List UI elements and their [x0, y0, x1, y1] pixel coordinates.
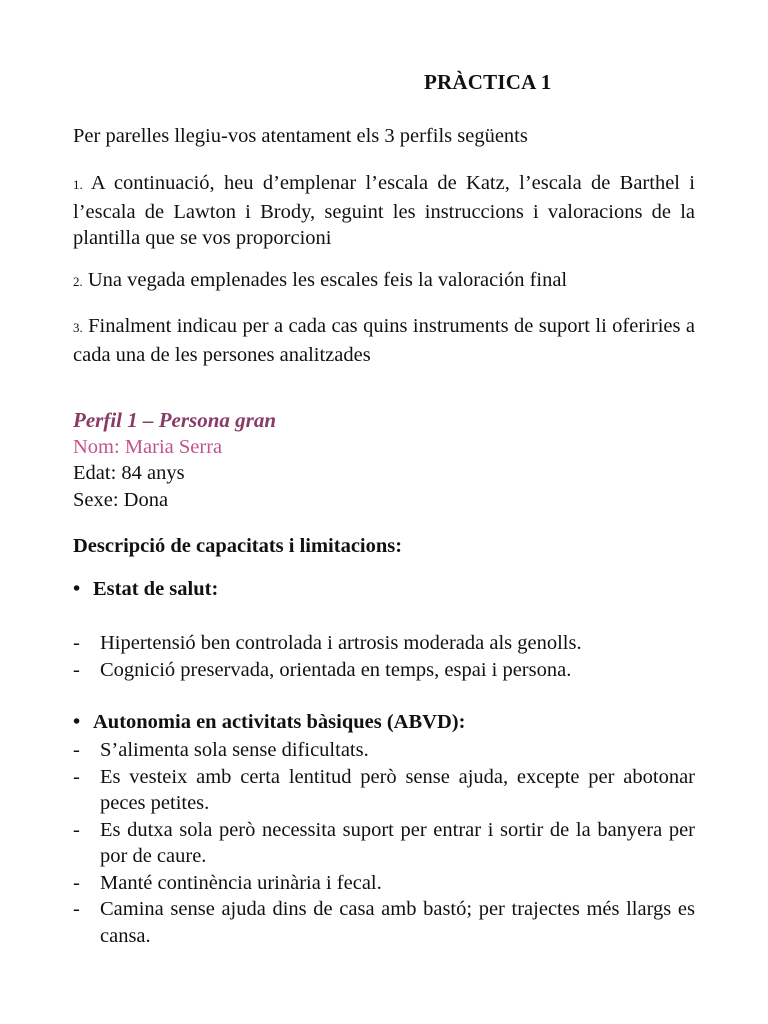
step-3: [73, 313, 695, 368]
list-item: - Manté continència urinària i fecal.: [73, 870, 695, 897]
step-2: [73, 267, 695, 296]
intro-text: Per parelles llegiu-vos atentament els 3 perfils següents: [73, 125, 528, 147]
profile-name: Nom: Maria Serra: [73, 435, 223, 458]
dash-icon: -: [73, 658, 80, 681]
dash-icon: -: [73, 739, 80, 761]
list-item: - Hipertensió ben controlada i artrosis moderada als genolls.: [73, 630, 695, 657]
dash-icon: -: [73, 632, 80, 654]
dash-icon: -: [73, 765, 80, 788]
bullet-icon: •: [73, 578, 81, 600]
dash-icon: -: [73, 818, 80, 841]
health-heading-text: Estat de salut:: [93, 578, 219, 600]
health-list: [73, 630, 695, 683]
step-text: A continuació, heu d’emplenar l’escala de Katz, l’escala de Barthel i l’escala de Lawton i Brody, seguint les instruccions i valoracions de la plantilla que se vos proporcioni: [73, 172, 695, 249]
bullet-icon: •: [73, 711, 81, 733]
step-number: 1.: [73, 177, 83, 192]
profile-sex: Sexe: Dona: [73, 488, 169, 511]
abvd-list: [73, 737, 695, 949]
list-item: - S’alimenta sola sense dificultats.: [73, 737, 695, 764]
step-number: 3.: [73, 320, 83, 335]
step-number: 2.: [73, 274, 83, 289]
list-item: - Cognició preservada, orientada en temps, espai i persona.: [73, 657, 695, 684]
page-title: PRÀCTICA 1: [424, 70, 552, 94]
abvd-heading-text: Autonomia en activitats bàsiques (ABVD):: [93, 711, 466, 733]
list-item: - Es dutxa sola però necessita suport per entrar i sortir de la banyera per por de caure.: [73, 818, 695, 867]
profile-block: [73, 407, 695, 513]
abvd-heading: [73, 711, 465, 734]
dash-icon: -: [73, 871, 80, 894]
health-heading: [73, 578, 218, 601]
profile-title: Perfil 1 – Persona gran: [73, 408, 277, 432]
profile-age: Edat: 84 anys: [73, 462, 185, 484]
list-item: - Camina sense ajuda dins de casa amb bastó; per trajectes més llargs es cansa.: [73, 898, 695, 947]
dash-icon: -: [73, 898, 80, 920]
step-text: Una vegada emplenades les escales feis la valoración final: [82, 269, 568, 291]
step-text: Finalment indicau per a cada cas quins instruments de suport li oferiries a cada una de les persones analitzades: [73, 315, 695, 366]
description-heading: Descripció de capacitats i limitacions:: [73, 535, 403, 557]
list-item: - Es vesteix amb certa lentitud però sense ajuda, excepte per abotonar peces petites.: [73, 765, 695, 814]
step-1: [73, 170, 695, 252]
